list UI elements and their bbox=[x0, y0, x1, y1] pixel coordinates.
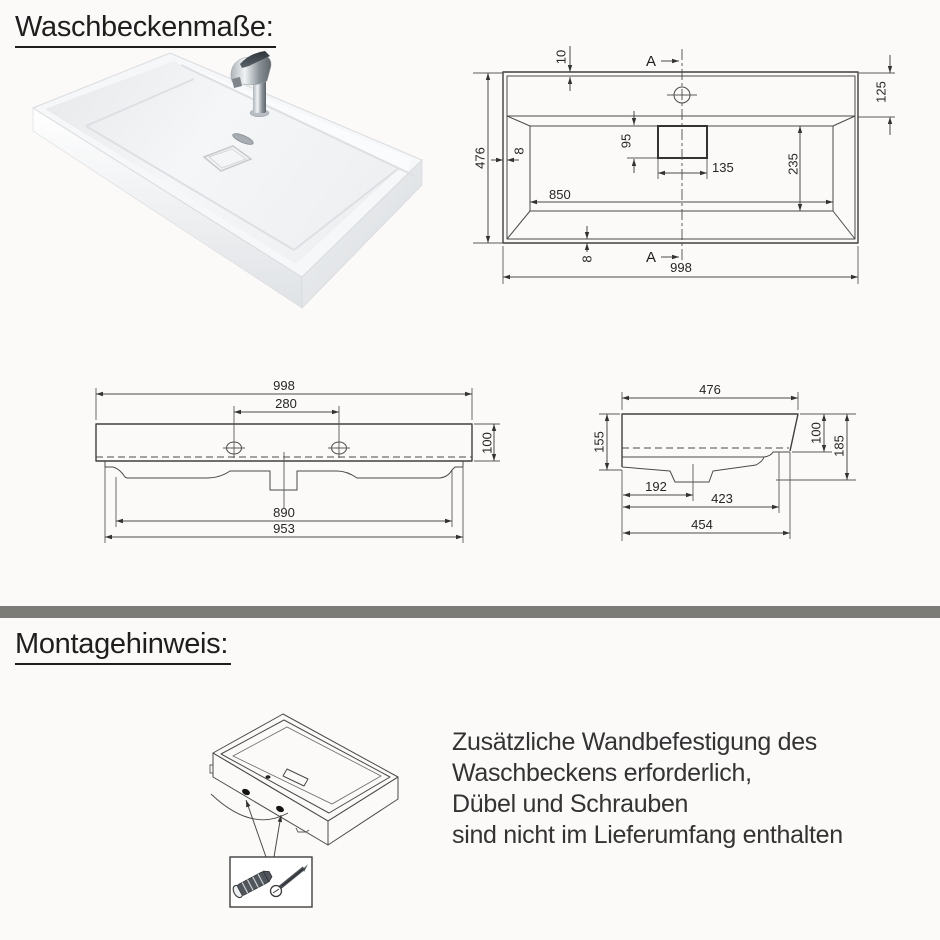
svg-text:890: 890 bbox=[273, 505, 295, 520]
svg-text:192: 192 bbox=[645, 479, 667, 494]
dim-arrowhead bbox=[105, 535, 112, 539]
svg-text:95: 95 bbox=[618, 133, 634, 149]
basin-side-face bbox=[328, 777, 398, 845]
svg-text:998: 998 bbox=[670, 260, 692, 275]
dim-arrowhead bbox=[672, 59, 679, 63]
svg-text:100: 100 bbox=[479, 432, 495, 454]
dim-edge-bottom bbox=[580, 226, 595, 263]
dim-edge-top bbox=[554, 46, 573, 91]
dim-arrowhead bbox=[888, 66, 892, 73]
bowl-wall-chamfers bbox=[507, 116, 855, 239]
svg-text:476: 476 bbox=[472, 147, 488, 169]
mounting-hole-left bbox=[223, 406, 245, 458]
section-divider bbox=[0, 606, 940, 618]
dim-front-height bbox=[592, 414, 623, 470]
section-marker-a-top bbox=[646, 53, 679, 70]
dim-base-depth bbox=[623, 517, 790, 535]
dim-arrowhead bbox=[791, 396, 798, 400]
dim-edge-left bbox=[491, 147, 527, 162]
dim-arrowhead bbox=[492, 424, 496, 431]
dim-arrowhead bbox=[700, 171, 707, 175]
wall-mount-hole-left bbox=[241, 788, 251, 797]
svg-text:850: 850 bbox=[549, 187, 571, 202]
svg-text:8: 8 bbox=[579, 255, 595, 263]
wall-mount-hole-right bbox=[275, 805, 285, 814]
dim-body-height bbox=[474, 424, 500, 461]
dim-tap-hole-spacing bbox=[234, 396, 339, 414]
dim-arrowhead bbox=[605, 414, 609, 421]
svg-text:8: 8 bbox=[511, 147, 527, 155]
dim-arrowhead bbox=[507, 158, 514, 162]
side-view-drawing bbox=[592, 382, 857, 541]
dim-arrowhead bbox=[623, 531, 630, 535]
svg-text:10: 10 bbox=[553, 49, 569, 65]
mounting-drawing bbox=[210, 714, 398, 907]
note-line-1: Zusätzliche Wandbefestigung des bbox=[452, 728, 817, 756]
dim-arrowhead bbox=[798, 126, 802, 133]
dim-arrowhead bbox=[632, 118, 636, 125]
top-view-drawing bbox=[473, 46, 896, 284]
dim-arrowhead bbox=[585, 243, 589, 250]
dim-arrowhead bbox=[822, 445, 826, 452]
svg-text:998: 998 bbox=[273, 378, 295, 393]
dim-inner-depth bbox=[786, 126, 803, 211]
dim-arrowhead bbox=[332, 410, 339, 414]
product-photo-basin bbox=[33, 51, 422, 308]
dim-arrowhead bbox=[826, 200, 833, 204]
svg-text:100: 100 bbox=[808, 422, 824, 444]
dim-overall-depth-side bbox=[622, 382, 798, 410]
note-line-4: sind nicht im Lieferumfang enthalten bbox=[452, 821, 843, 849]
basin-bowl-floor bbox=[233, 727, 381, 804]
note-line-3: Dübel und Schrauben bbox=[452, 790, 689, 818]
svg-text:125: 125 bbox=[873, 81, 889, 103]
dim-arrowhead bbox=[246, 800, 250, 807]
svg-text:235: 235 bbox=[785, 153, 801, 175]
dim-overall-width-top bbox=[503, 246, 858, 284]
leader-arrow-left bbox=[246, 800, 266, 857]
svg-text:A: A bbox=[645, 53, 657, 70]
svg-text:476: 476 bbox=[699, 382, 721, 397]
svg-text:423: 423 bbox=[711, 491, 733, 506]
basin-rim-outline bbox=[213, 714, 398, 821]
dim-overflow-offset bbox=[619, 111, 658, 173]
dim-arrowhead bbox=[622, 396, 629, 400]
dim-arrowhead bbox=[486, 236, 490, 243]
dim-arrowhead bbox=[672, 255, 679, 259]
dim-arrowhead bbox=[503, 275, 510, 279]
dim-arrowhead bbox=[234, 410, 241, 414]
dim-arrowhead bbox=[623, 493, 630, 497]
svg-text:155: 155 bbox=[591, 431, 607, 453]
dim-arrowhead bbox=[496, 158, 503, 162]
svg-text:280: 280 bbox=[275, 396, 297, 411]
bottom-edge bbox=[622, 452, 790, 457]
dim-deck-depth bbox=[857, 55, 895, 135]
dim-arrowhead bbox=[116, 519, 123, 523]
svg-text:185: 185 bbox=[831, 435, 847, 457]
dim-arrowhead bbox=[492, 454, 496, 461]
svg-text:135: 135 bbox=[712, 160, 734, 175]
heading-basin-dimensions: Waschbeckenmaße: bbox=[15, 11, 276, 48]
dim-overall-depth bbox=[473, 73, 504, 243]
dim-arrowhead bbox=[568, 65, 572, 72]
dim-arrowhead bbox=[486, 73, 490, 80]
dim-arrowhead bbox=[783, 531, 790, 535]
heading-mounting-note: Montagehinweis: bbox=[15, 628, 231, 665]
dim-arrowhead bbox=[888, 117, 892, 124]
note-line-2: Waschbeckens erforderlich, bbox=[452, 759, 752, 787]
basin-back-face bbox=[213, 753, 328, 845]
dim-arrowhead bbox=[686, 493, 693, 497]
dim-arrowhead bbox=[845, 473, 849, 480]
dim-overflow-width bbox=[658, 159, 734, 179]
overflow-slot-outline bbox=[283, 769, 308, 786]
tap-hole-dot bbox=[266, 775, 271, 779]
dim-arrowhead bbox=[585, 232, 589, 239]
svg-text:454: 454 bbox=[691, 517, 713, 532]
dim-arrowhead bbox=[845, 414, 849, 421]
mounting-hole-right bbox=[328, 406, 350, 458]
dim-arrowhead bbox=[851, 275, 858, 279]
dim-arrowhead bbox=[623, 505, 630, 509]
dim-arrowhead bbox=[530, 200, 537, 204]
svg-text:953: 953 bbox=[273, 521, 295, 536]
dim-arrowhead bbox=[772, 505, 779, 509]
dim-arrowhead bbox=[568, 77, 572, 84]
dim-drain-offset bbox=[622, 470, 693, 541]
dim-arrowhead bbox=[605, 463, 609, 470]
svg-text:A: A bbox=[645, 249, 657, 266]
dim-arrowhead bbox=[445, 519, 452, 523]
dim-arrowhead bbox=[658, 171, 665, 175]
dim-arrowhead bbox=[465, 392, 472, 396]
dim-arrowhead bbox=[798, 204, 802, 211]
dim-arrowhead bbox=[96, 392, 103, 396]
front-view-drawing bbox=[96, 378, 500, 543]
dim-arrowhead bbox=[632, 159, 636, 166]
mounting-note-text bbox=[452, 727, 932, 851]
dim-arrowhead bbox=[822, 414, 826, 421]
dim-arrowhead bbox=[456, 535, 463, 539]
body-outline-side bbox=[622, 414, 798, 467]
overflow-box bbox=[658, 126, 707, 158]
dim-inner-width bbox=[530, 187, 833, 204]
